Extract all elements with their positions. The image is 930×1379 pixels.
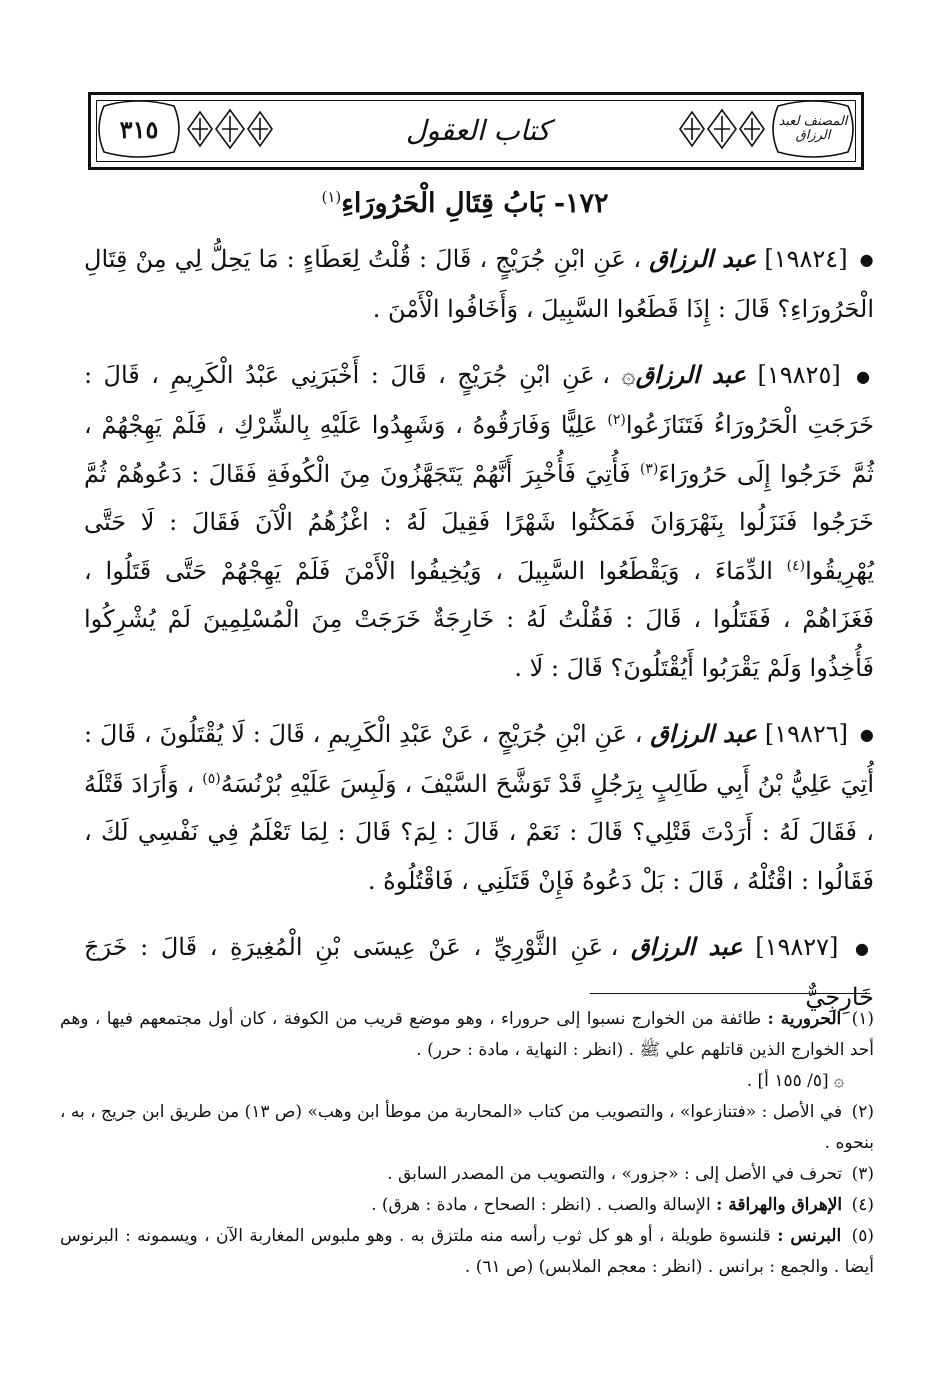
hadith-number: [١٩٨٢٥] — [757, 361, 841, 390]
footnote-ref[interactable]: (٤) — [786, 557, 806, 574]
footnote-text: ۞ [٥/ ١٥٥ أ] . — [746, 1071, 844, 1091]
hadith-text: ، عَنِ ابْنِ جُرَيْجٍ ، قَالَ : أَخْبَرَنِي عَبْدُ الْكَرِيمِ ، قَالَ : خَرَجَتِ الْحَرُورَاءُ فَتَنَازَعُوا — [84, 361, 874, 439]
hadith-text: ، عَنِ ابْنِ جُرَيْجٍ ، قَالَ : قُلْتُ لِعَطَاءٍ : مَا يَحِلُّ لِي مِنْ قِتَالِ الْحَرُورَاءِ؟ قَالَ : إِذَا قَطَعُوا السَّبِيلَ ، وَأَخَافُوا الْأَمْنَ . — [84, 245, 874, 323]
footnote-text: قلنسوة طويلة ، أو هو كل ثوب رأسه منه ملتزق به . وهو ملبوس المغاربة الآن ، ويسمونه : البرنوس أيضا . والجمع : برانس . (انظر : معجم الملابس) (ص ٦١) . — [60, 1226, 874, 1277]
footnote-marker-note — [60, 1066, 874, 1097]
bullet-icon: ● — [859, 250, 875, 270]
footnote-text: طائفة من الخوارج نسبوا إلى حروراء ، وهو موضع قريب من الكوفة ، كان أول مجتمعهم فيها ، وهم أحد الخوارج الذين قاتلهم علي ﷺ . (انظر : النهاية ، مادة : حرر) . — [60, 1009, 874, 1060]
footnotes — [60, 1004, 874, 1283]
footnote-number: (٣) — [851, 1164, 874, 1184]
hadith-author: عبد الرزاق — [649, 244, 757, 273]
hadith-text: ، عَنِ ابْنِ جُرَيْجٍ ، عَنْ عَبْدِ الْكَرِيمِ ، قَالَ : لَا يُقْتَلُونَ ، قَالَ : أُتِيَ عَلِيُّ بْنُ أَبِي طَالِبٍ بِرَجُلٍ قَدْ تَوَشَّحَ السَّيْفَ ، وَلَبِسَ عَلَيْهِ بُرْنُسَهُ — [84, 720, 875, 798]
footnote-text: الإسالة والصب . (انظر : الصحاح ، مادة : هرق) . — [371, 1195, 711, 1215]
footnote-number: (١) — [851, 1009, 875, 1029]
hadith-entry — [84, 235, 874, 333]
footnote-number: (٤) — [851, 1195, 874, 1215]
footnote-number: (٥) — [851, 1226, 874, 1246]
hadith-text: ، وَأَرَادَ قَتْلَهُ ، فَقَالَ لَهُ : أَرَدْتَ قَتْلِي؟ قَالَ : نَعَمْ ، قَالَ : لِمَ؟ قَالَ : لِمَا تَعْلَمُ فِي نَفْسِي لَكَ ، فَقَالُوا : اقْتُلْهُ ، قَالَ : بَلْ دَعُوهُ فَإِنْ قَتَلَنِي ، فَاقْتُلُوهُ . — [84, 769, 874, 895]
running-title-box — [388, 104, 568, 156]
footnote-term: البرنس : — [777, 1226, 842, 1246]
right-ornament-icon — [676, 104, 768, 154]
left-ornament-icon — [184, 104, 276, 154]
footnote — [60, 1221, 874, 1283]
footnote-number: (٢) — [851, 1102, 874, 1122]
hadith-text: عَلِيًّا وَفَارَقُوهُ ، وَشَهِدُوا عَلَيْهِ بِالشِّرْكِ ، فَلَمْ يَهِجْهُمْ ، ثُمَّ خَرَجُوا إِلَى حَرُورَاءَ — [84, 411, 874, 488]
footnote-text: تحرف في الأصل إلى : «جزور» ، والتصويب من المصدر السابق . — [387, 1164, 843, 1184]
publisher-logo — [768, 98, 858, 160]
hadith-author: عبد الرزاق — [635, 360, 747, 390]
footnote-divider — [590, 993, 870, 994]
manuscript-marker: ۞ — [621, 361, 636, 390]
bullet-icon: ● — [856, 366, 874, 386]
hadith-entry — [84, 351, 874, 692]
footnote-ref[interactable]: (٢) — [607, 412, 626, 428]
hadith-entry — [84, 710, 874, 905]
chapter-footnote-mark: (١) — [321, 188, 342, 206]
footnote — [60, 1004, 874, 1066]
logo-text: المصنف لعبد الرزاق — [778, 114, 848, 143]
page-header — [88, 92, 864, 170]
page-number-frame-icon — [94, 98, 184, 160]
page-number-box — [94, 98, 184, 160]
footnote — [60, 1097, 874, 1159]
bullet-icon: ● — [859, 725, 874, 745]
page-number: ٣١٥ — [119, 114, 159, 144]
footnote — [60, 1159, 874, 1190]
footnote-text: في الأصل : «فتنازعوا» ، والتصويب من كتاب «المحاربة من موطأ ابن وهب» (ص ١٣) من طريق ابن جريج ، به ، بنحوه . — [60, 1102, 874, 1153]
hadith-number: [١٩٨٢٧] — [755, 933, 839, 962]
hadith-number: [١٩٨٢٦] — [764, 720, 849, 748]
footnote-ref[interactable]: (٥) — [202, 770, 221, 787]
chapter-heading — [0, 188, 930, 219]
footnote-ref[interactable]: (٣) — [639, 460, 659, 477]
hadith-author: عبد الرزاق — [650, 719, 758, 748]
footnote — [60, 1190, 874, 1221]
hadith-text: فَأُتِيَ فَأُخْبِرَ أَنَّهُمْ يَتَجَهَّزُونَ مِنَ الْكُوفَةِ فَقَالَ : دَعُوهُمْ ثُمَّ خَرَجُوا فَنَزَلُوا بِنَهْرَوَانَ فَمَكَثُوا شَهْرًا فَقِيلَ لَهُ : اغْزُهُمُ الْآنَ فَقَالَ : لَا حَتَّى يُهْرِيقُوا — [84, 459, 874, 585]
hadith-number: [١٩٨٢٤] — [764, 245, 848, 273]
running-title: كتاب العقول — [405, 113, 551, 147]
footnote-term: الحرورية : — [767, 1009, 842, 1029]
chapter-title: ١٧٢- بَابُ قِتَالِ الْحَرُورَاءِ — [341, 188, 609, 219]
footnote-term: الإهراق والهراقة : — [716, 1195, 843, 1215]
bullet-icon: ● — [855, 938, 874, 958]
hadith-text: ، عَنِ الثَّوْرِيِّ ، عَنْ عِيسَى بْنِ الْمُغِيرَةِ ، قَالَ : خَرَجَ خَارِجِيٌّ — [84, 933, 874, 1011]
body-text — [84, 235, 874, 1040]
hadith-author: عبد الرزاق — [631, 932, 743, 962]
hadith-text: الدِّمَاءَ ، وَيَقْطَعُوا السَّبِيلَ ، وَيُخِيفُوا الْأَمْنَ فَلَمْ يَهِجْهُمْ حَتَّى قَتَلُوا ، فَغَزَاهُمْ ، فَقَتَلُوا ، قَالَ : فَقُلْتُ لَهُ : خَارِجَةٌ خَرَجَتْ مِنَ الْمُسْلِمِينَ لَمْ يُشْرِكُوا فَأُخِذُوا وَلَمْ يَقْرَبُوا أَيُقْتَلُونَ؟ قَالَ : لَا . — [84, 556, 874, 682]
